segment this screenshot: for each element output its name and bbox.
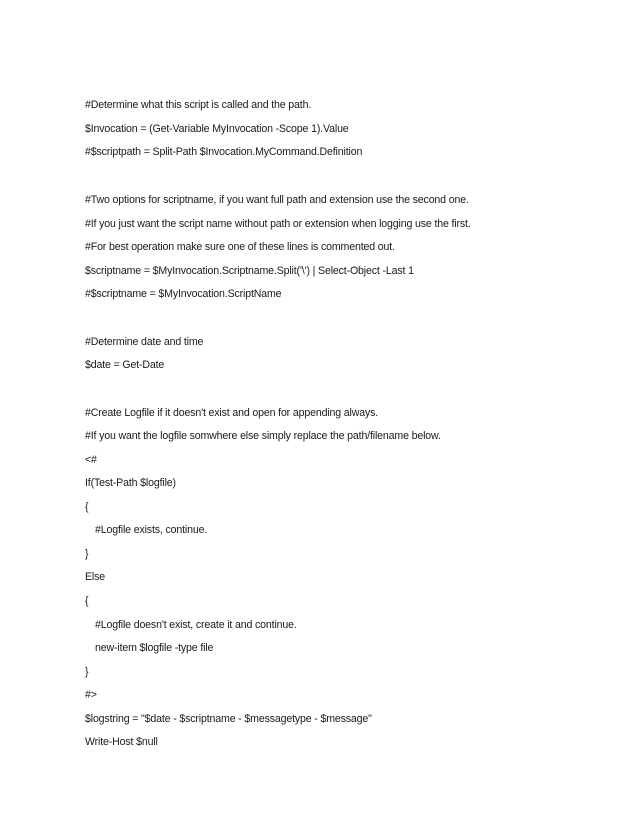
code-line: #> bbox=[85, 689, 97, 701]
code-line: <# bbox=[85, 454, 97, 466]
code-line: Write-Host $null bbox=[85, 736, 158, 748]
code-line: #$scriptpath = Split-Path $Invocation.MyCommand.Definition bbox=[85, 146, 363, 158]
code-line: #Two options for scriptname, if you want full path and extension use the second one. bbox=[85, 194, 469, 206]
code-line: #Logfile exists, continue. bbox=[95, 524, 208, 536]
code-line: If(Test-Path $logfile) bbox=[85, 477, 176, 489]
code-line: #If you just want the script name without path or extension when logging use the first. bbox=[85, 218, 471, 230]
code-line: $Invocation = (Get-Variable MyInvocation -Scope 1).Value bbox=[85, 123, 349, 135]
code-line: $logstring = "$date - $scriptname - $messagetype - $message" bbox=[85, 713, 372, 725]
code-line: #$scriptname = $MyInvocation.ScriptName bbox=[85, 288, 282, 300]
code-line: { bbox=[85, 595, 89, 607]
code-line: { bbox=[85, 501, 89, 513]
code-line: $scriptname = $MyInvocation.Scriptname.Split('\') | Select-Object -Last 1 bbox=[85, 265, 414, 277]
code-line: #Determine what this script is called and the path. bbox=[85, 99, 312, 111]
code-line: #Determine date and time bbox=[85, 336, 204, 348]
code-line: #Logfile doesn't exist, create it and continue. bbox=[95, 619, 297, 631]
code-line: $date = Get-Date bbox=[85, 359, 165, 371]
code-line: } bbox=[85, 548, 89, 560]
code-line: #For best operation make sure one of these lines is commented out. bbox=[85, 241, 395, 253]
code-line: #If you want the logfile somwhere else simply replace the path/filename below. bbox=[85, 430, 441, 442]
code-line: } bbox=[85, 666, 89, 678]
code-line: Else bbox=[85, 571, 106, 583]
code-line: new-item $logfile -type file bbox=[95, 642, 214, 654]
code-line: #Create Logfile if it doesn't exist and open for appending always. bbox=[85, 407, 379, 419]
